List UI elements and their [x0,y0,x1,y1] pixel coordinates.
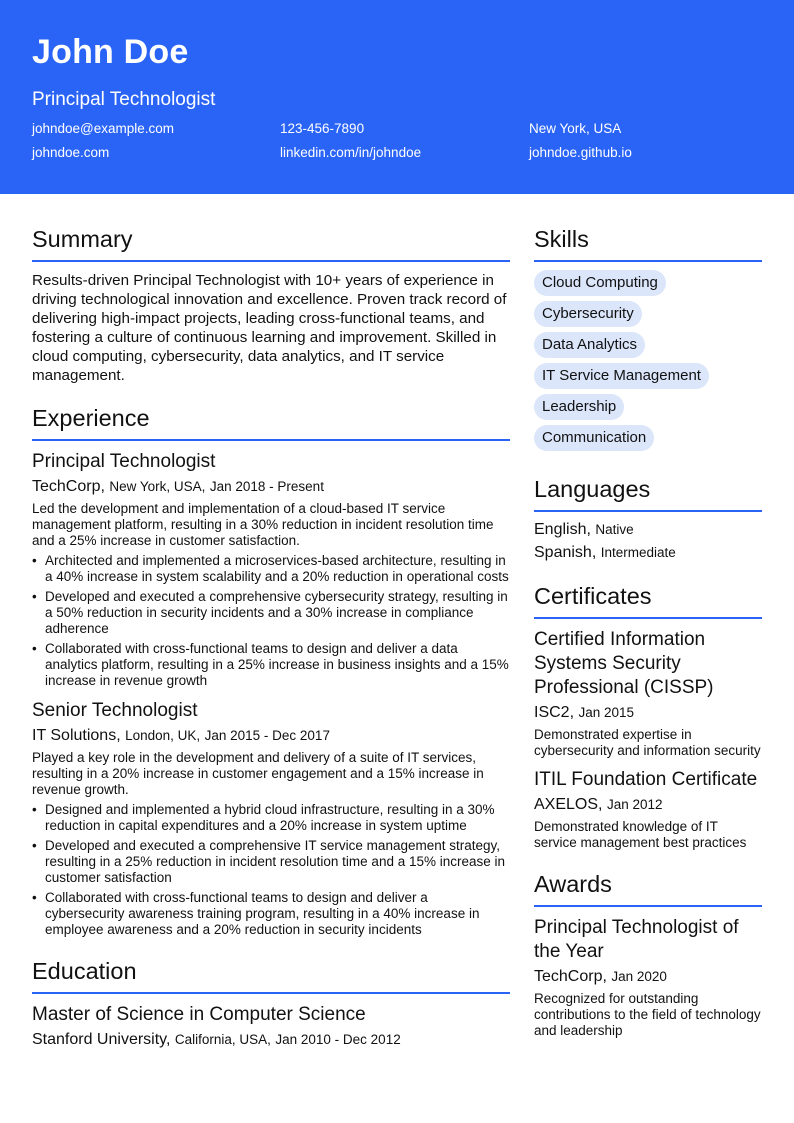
certificate-entry [534,628,762,759]
resume-header [0,0,794,194]
experience-entry [32,699,510,938]
summary-heading: Summary [32,222,510,262]
award-issuer: TechCorp, [534,968,607,985]
job-description: Played a key role in the development and delivery of a suite of IT services, resulting in a 20% increase in customer engagement and a 15% increase in revenue growth. [32,750,484,797]
skill-tag: Cloud Computing [534,270,666,296]
certificates-heading: Certificates [534,579,762,619]
certificate-issuer: ISC2, [534,704,575,721]
language-level: Native [595,522,634,537]
email-link[interactable]: johndoe@example.com [32,121,175,136]
language-name: English, [534,521,591,538]
certificate-description: Demonstrated knowledge of IT service management best practices [534,819,747,850]
main-column [32,222,510,1050]
language-level: Intermediate [600,545,676,560]
language-item [534,543,762,563]
award-description: Recognized for outstanding contributions to the field of technology and leadership [534,991,761,1038]
company-name: IT Solutions, [32,727,121,744]
skill-tag: Data Analytics [534,332,645,358]
job-dates: Jan 2018 - Present [209,479,324,494]
award-entry [534,916,762,1039]
bullet-item: • Collaborated with cross-functional teams to design and deliver a cybersecurity awareness training program, resulting in a 40% increase in employee awareness and a 20% reduction in security incidents [32,890,510,938]
job-bullets [32,553,510,689]
school-name: Stanford University, [32,1031,171,1048]
bullet-item: • Developed and executed a comprehensive IT service management strategy, resulting in a 25% reduction in incident resolution time and a 15% increase in customer satisfaction [32,838,510,886]
awards-heading: Awards [534,867,762,907]
languages-heading: Languages [534,472,762,512]
linkedin-link[interactable]: linkedin.com/in/johndoe [280,145,422,160]
bullet-item: • Collaborated with cross-functional teams to design and deliver a data analytics platform, resulting in a 25% increase in business insights and a 15% increase in revenue growth [32,641,510,689]
award-meta [534,967,762,987]
skill-tag: Cybersecurity [534,301,642,327]
bullet-item: • Architected and implemented a microservices-based architecture, resulting in a 40% increase in system scalability and a 20% reduction in operational costs [32,553,510,585]
location-text: New York, USA [529,121,622,136]
skills-list [534,270,762,456]
job-location: New York, USA, [109,479,206,494]
skills-heading: Skills [534,222,762,262]
bullet-item: • Developed and executed a comprehensive cybersecurity strategy, resulting in a 50% reduction in security incidents and a 30% increase in compliance adherence [32,589,510,637]
award-name: Principal Technologist of the Year [534,917,739,962]
skill-tag: IT Service Management [534,363,709,389]
certificate-entry [534,768,762,851]
candidate-name: John Doe [32,33,189,71]
job-title: Principal Technologist [32,451,216,472]
language-name: Spanish, [534,544,597,561]
certificate-date: Jan 2012 [606,797,663,812]
side-column [534,222,762,1039]
language-item [534,520,762,540]
education-entry [32,1003,510,1050]
school-location: California, USA, [174,1032,271,1047]
job-meta [32,477,510,497]
experience-entry [32,450,510,689]
candidate-headline: Principal Technologist [32,89,216,110]
phone-number[interactable]: 123-456-7890 [280,121,365,136]
education-heading: Education [32,954,510,994]
certificate-name: Certified Information Systems Security Professional (CISSP) [534,629,714,698]
github-link[interactable]: johndoe.github.io [529,145,632,160]
job-meta [32,726,510,746]
education-dates: Jan 2010 - Dec 2012 [275,1032,401,1047]
certificate-issuer: AXELOS, [534,796,603,813]
skill-tag: Leadership [534,394,624,420]
certificate-date: Jan 2015 [578,705,635,720]
job-description: Led the development and implementation of a cloud-based IT service management platform, resulting in a 30% reduction in incident resolution time and a 25% increase in customer satisfaction. [32,501,494,548]
website-link[interactable]: johndoe.com [32,145,110,160]
skill-tag: Communication [534,425,654,451]
company-name: TechCorp, [32,478,105,495]
job-location: London, UK, [125,728,201,743]
job-dates: Jan 2015 - Dec 2017 [204,728,330,743]
education-meta [32,1030,510,1050]
bullet-item: • Designed and implemented a hybrid cloud infrastructure, resulting in a 30% reduction in capital expenditures and a 20% increase in system uptime [32,802,510,834]
experience-heading: Experience [32,401,510,441]
summary-text: Results-driven Principal Technologist with 10+ years of experience in driving technological innovation and excellence. Proven track record of delivering high-impact projects, leading cross-functional teams, and fostering a culture of continuous learning and improvement. Skilled in cloud computing, cybersecurity, data analytics, and IT service management. [32,272,507,384]
job-bullets [32,802,510,938]
certificate-meta [534,795,762,815]
degree-title: Master of Science in Computer Science [32,1004,366,1025]
certificate-description: Demonstrated expertise in cybersecurity and information security [534,727,761,758]
certificate-meta [534,703,762,723]
award-date: Jan 2020 [611,969,667,984]
certificate-name: ITIL Foundation Certificate [534,769,758,790]
job-title: Senior Technologist [32,700,198,721]
